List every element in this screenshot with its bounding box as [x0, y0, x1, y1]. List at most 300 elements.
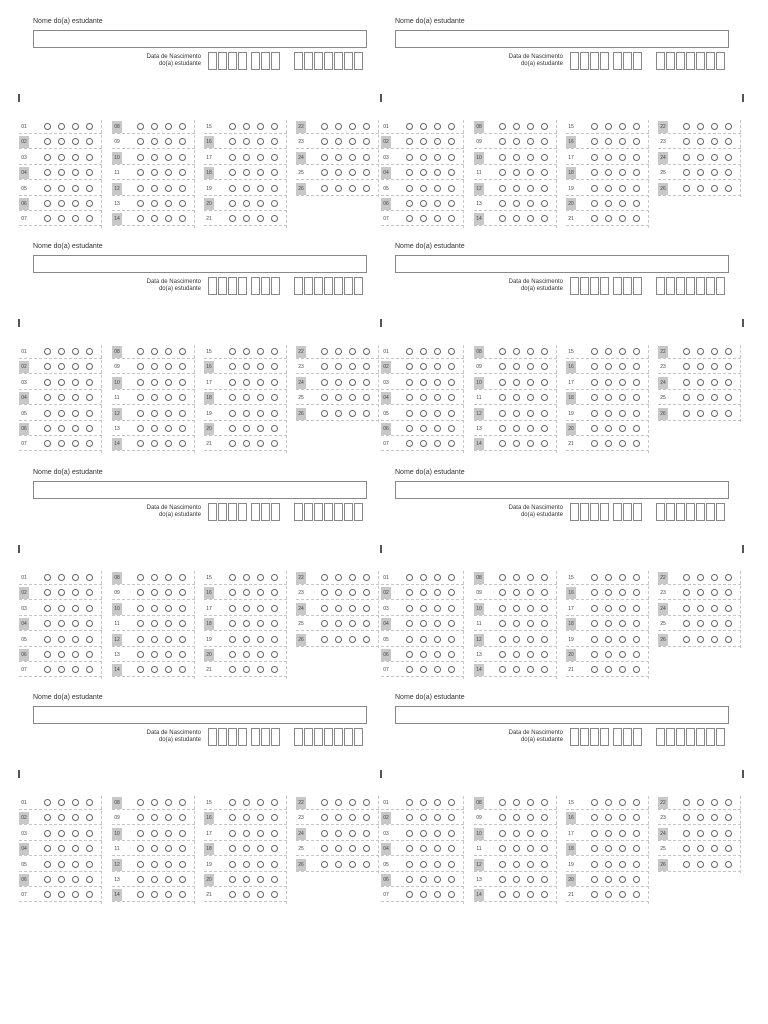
answer-bubble[interactable] — [711, 185, 718, 192]
birth-date-digit-box[interactable] — [676, 52, 685, 70]
answer-bubble[interactable] — [725, 799, 732, 806]
answer-bubble[interactable] — [420, 636, 427, 643]
answer-bubble[interactable] — [619, 440, 626, 447]
answer-bubble[interactable] — [137, 814, 144, 821]
answer-bubble[interactable] — [363, 363, 370, 370]
answer-bubble[interactable] — [633, 589, 640, 596]
answer-bubble[interactable] — [448, 394, 455, 401]
answer-bubble[interactable] — [179, 891, 186, 898]
answer-bubble[interactable] — [605, 440, 612, 447]
answer-bubble[interactable] — [72, 876, 79, 883]
answer-bubble[interactable] — [179, 123, 186, 130]
answer-bubble[interactable] — [243, 394, 250, 401]
birth-date-digit-box[interactable] — [218, 728, 227, 746]
answer-bubble[interactable] — [321, 605, 328, 612]
answer-bubble[interactable] — [257, 861, 264, 868]
answer-bubble[interactable] — [271, 425, 278, 432]
birth-date-digit-box[interactable] — [613, 503, 622, 521]
answer-bubble[interactable] — [527, 636, 534, 643]
answer-bubble[interactable] — [527, 169, 534, 176]
answer-bubble[interactable] — [434, 123, 441, 130]
answer-bubble[interactable] — [137, 440, 144, 447]
answer-bubble[interactable] — [349, 154, 356, 161]
answer-bubble[interactable] — [633, 620, 640, 627]
answer-bubble[interactable] — [683, 363, 690, 370]
answer-bubble[interactable] — [165, 363, 172, 370]
answer-bubble[interactable] — [434, 394, 441, 401]
answer-bubble[interactable] — [321, 363, 328, 370]
answer-bubble[interactable] — [683, 185, 690, 192]
answer-bubble[interactable] — [179, 154, 186, 161]
answer-bubble[interactable] — [541, 861, 548, 868]
answer-bubble[interactable] — [605, 394, 612, 401]
answer-bubble[interactable] — [229, 651, 236, 658]
answer-bubble[interactable] — [44, 379, 51, 386]
answer-bubble[interactable] — [406, 666, 413, 673]
answer-bubble[interactable] — [420, 348, 427, 355]
answer-bubble[interactable] — [179, 169, 186, 176]
answer-bubble[interactable] — [179, 425, 186, 432]
answer-bubble[interactable] — [619, 620, 626, 627]
answer-bubble[interactable] — [499, 394, 506, 401]
answer-bubble[interactable] — [406, 891, 413, 898]
answer-bubble[interactable] — [363, 185, 370, 192]
answer-bubble[interactable] — [72, 799, 79, 806]
answer-bubble[interactable] — [697, 394, 704, 401]
answer-bubble[interactable] — [229, 348, 236, 355]
answer-bubble[interactable] — [137, 620, 144, 627]
birth-date-digit-box[interactable] — [344, 728, 353, 746]
answer-bubble[interactable] — [257, 605, 264, 612]
answer-bubble[interactable] — [58, 605, 65, 612]
answer-bubble[interactable] — [591, 814, 598, 821]
answer-bubble[interactable] — [420, 799, 427, 806]
answer-bubble[interactable] — [271, 379, 278, 386]
answer-bubble[interactable] — [605, 845, 612, 852]
answer-bubble[interactable] — [271, 348, 278, 355]
answer-bubble[interactable] — [58, 814, 65, 821]
birth-date-digit-box[interactable] — [271, 728, 280, 746]
answer-bubble[interactable] — [243, 200, 250, 207]
answer-bubble[interactable] — [151, 138, 158, 145]
answer-bubble[interactable] — [151, 379, 158, 386]
answer-bubble[interactable] — [499, 169, 506, 176]
birth-date-digit-box[interactable] — [324, 503, 333, 521]
birth-date-digit-box[interactable] — [271, 52, 280, 70]
birth-date-digit-box[interactable] — [304, 52, 313, 70]
answer-bubble[interactable] — [527, 154, 534, 161]
answer-bubble[interactable] — [420, 830, 427, 837]
answer-bubble[interactable] — [448, 666, 455, 673]
answer-bubble[interactable] — [406, 379, 413, 386]
answer-bubble[interactable] — [434, 605, 441, 612]
birth-date-digit-box[interactable] — [314, 728, 323, 746]
answer-bubble[interactable] — [137, 169, 144, 176]
birth-date-digit-box[interactable] — [716, 52, 725, 70]
answer-bubble[interactable] — [165, 814, 172, 821]
answer-bubble[interactable] — [420, 123, 427, 130]
answer-bubble[interactable] — [683, 379, 690, 386]
answer-bubble[interactable] — [633, 363, 640, 370]
answer-bubble[interactable] — [591, 861, 598, 868]
answer-bubble[interactable] — [72, 363, 79, 370]
answer-bubble[interactable] — [257, 348, 264, 355]
answer-bubble[interactable] — [448, 379, 455, 386]
answer-bubble[interactable] — [271, 574, 278, 581]
answer-bubble[interactable] — [527, 830, 534, 837]
answer-bubble[interactable] — [541, 620, 548, 627]
answer-bubble[interactable] — [697, 605, 704, 612]
answer-bubble[interactable] — [591, 169, 598, 176]
answer-bubble[interactable] — [44, 605, 51, 612]
answer-bubble[interactable] — [335, 620, 342, 627]
answer-bubble[interactable] — [633, 876, 640, 883]
answer-bubble[interactable] — [321, 348, 328, 355]
answer-bubble[interactable] — [605, 138, 612, 145]
answer-bubble[interactable] — [513, 425, 520, 432]
answer-bubble[interactable] — [243, 440, 250, 447]
answer-bubble[interactable] — [605, 666, 612, 673]
birth-date-digit-box[interactable] — [354, 503, 363, 521]
answer-bubble[interactable] — [179, 830, 186, 837]
answer-bubble[interactable] — [86, 589, 93, 596]
answer-bubble[interactable] — [448, 363, 455, 370]
birth-date-digit-box[interactable] — [570, 728, 579, 746]
answer-bubble[interactable] — [151, 589, 158, 596]
answer-bubble[interactable] — [151, 876, 158, 883]
answer-bubble[interactable] — [229, 394, 236, 401]
answer-bubble[interactable] — [725, 589, 732, 596]
answer-bubble[interactable] — [243, 185, 250, 192]
answer-bubble[interactable] — [86, 799, 93, 806]
answer-bubble[interactable] — [513, 348, 520, 355]
answer-bubble[interactable] — [363, 589, 370, 596]
answer-bubble[interactable] — [229, 876, 236, 883]
answer-bubble[interactable] — [605, 425, 612, 432]
answer-bubble[interactable] — [420, 379, 427, 386]
answer-bubble[interactable] — [541, 605, 548, 612]
answer-bubble[interactable] — [86, 379, 93, 386]
answer-bubble[interactable] — [527, 123, 534, 130]
answer-bubble[interactable] — [619, 138, 626, 145]
answer-bubble[interactable] — [541, 123, 548, 130]
answer-bubble[interactable] — [711, 138, 718, 145]
answer-bubble[interactable] — [527, 845, 534, 852]
answer-bubble[interactable] — [619, 799, 626, 806]
answer-bubble[interactable] — [363, 379, 370, 386]
answer-bubble[interactable] — [151, 814, 158, 821]
birth-date-digit-box[interactable] — [228, 277, 237, 295]
answer-bubble[interactable] — [243, 425, 250, 432]
answer-bubble[interactable] — [363, 636, 370, 643]
birth-date-digit-box[interactable] — [590, 277, 599, 295]
answer-bubble[interactable] — [448, 605, 455, 612]
birth-date-digit-box[interactable] — [656, 52, 665, 70]
answer-bubble[interactable] — [527, 138, 534, 145]
birth-date-digit-box[interactable] — [633, 52, 642, 70]
answer-bubble[interactable] — [406, 185, 413, 192]
answer-bubble[interactable] — [420, 169, 427, 176]
answer-bubble[interactable] — [349, 185, 356, 192]
answer-bubble[interactable] — [58, 185, 65, 192]
answer-bubble[interactable] — [499, 799, 506, 806]
answer-bubble[interactable] — [165, 154, 172, 161]
answer-bubble[interactable] — [349, 861, 356, 868]
answer-bubble[interactable] — [335, 830, 342, 837]
answer-bubble[interactable] — [448, 651, 455, 658]
answer-bubble[interactable] — [335, 410, 342, 417]
answer-bubble[interactable] — [448, 138, 455, 145]
answer-bubble[interactable] — [86, 876, 93, 883]
answer-bubble[interactable] — [165, 666, 172, 673]
answer-bubble[interactable] — [72, 440, 79, 447]
answer-bubble[interactable] — [271, 440, 278, 447]
answer-bubble[interactable] — [44, 185, 51, 192]
answer-bubble[interactable] — [86, 215, 93, 222]
answer-bubble[interactable] — [711, 636, 718, 643]
answer-bubble[interactable] — [420, 666, 427, 673]
answer-bubble[interactable] — [591, 891, 598, 898]
answer-bubble[interactable] — [137, 379, 144, 386]
student-name-field[interactable] — [395, 706, 729, 724]
answer-bubble[interactable] — [349, 605, 356, 612]
answer-bubble[interactable] — [434, 830, 441, 837]
answer-bubble[interactable] — [513, 589, 520, 596]
answer-bubble[interactable] — [633, 185, 640, 192]
birth-date-digit-box[interactable] — [228, 728, 237, 746]
answer-bubble[interactable] — [633, 440, 640, 447]
birth-date-digit-box[interactable] — [344, 277, 353, 295]
answer-bubble[interactable] — [591, 636, 598, 643]
answer-bubble[interactable] — [591, 666, 598, 673]
answer-bubble[interactable] — [406, 215, 413, 222]
answer-bubble[interactable] — [633, 410, 640, 417]
answer-bubble[interactable] — [619, 666, 626, 673]
answer-bubble[interactable] — [243, 574, 250, 581]
answer-bubble[interactable] — [513, 666, 520, 673]
answer-bubble[interactable] — [591, 348, 598, 355]
answer-bubble[interactable] — [335, 845, 342, 852]
answer-bubble[interactable] — [591, 363, 598, 370]
answer-bubble[interactable] — [420, 814, 427, 821]
answer-bubble[interactable] — [434, 185, 441, 192]
birth-date-digit-box[interactable] — [304, 728, 313, 746]
answer-bubble[interactable] — [58, 200, 65, 207]
answer-bubble[interactable] — [711, 574, 718, 581]
answer-bubble[interactable] — [527, 215, 534, 222]
answer-bubble[interactable] — [619, 876, 626, 883]
birth-date-digit-box[interactable] — [696, 728, 705, 746]
answer-bubble[interactable] — [434, 154, 441, 161]
answer-bubble[interactable] — [527, 814, 534, 821]
answer-bubble[interactable] — [58, 636, 65, 643]
birth-date-digit-box[interactable] — [696, 52, 705, 70]
birth-date-digit-box[interactable] — [251, 277, 260, 295]
answer-bubble[interactable] — [513, 123, 520, 130]
answer-bubble[interactable] — [513, 891, 520, 898]
answer-bubble[interactable] — [72, 394, 79, 401]
answer-bubble[interactable] — [72, 410, 79, 417]
answer-bubble[interactable] — [321, 410, 328, 417]
answer-bubble[interactable] — [86, 348, 93, 355]
answer-bubble[interactable] — [349, 363, 356, 370]
answer-bubble[interactable] — [448, 636, 455, 643]
answer-bubble[interactable] — [527, 876, 534, 883]
birth-date-digit-box[interactable] — [271, 277, 280, 295]
answer-bubble[interactable] — [151, 215, 158, 222]
answer-bubble[interactable] — [349, 410, 356, 417]
answer-bubble[interactable] — [151, 123, 158, 130]
answer-bubble[interactable] — [448, 589, 455, 596]
answer-bubble[interactable] — [711, 394, 718, 401]
answer-bubble[interactable] — [363, 861, 370, 868]
answer-bubble[interactable] — [72, 861, 79, 868]
birth-date-digit-box[interactable] — [294, 277, 303, 295]
answer-bubble[interactable] — [697, 861, 704, 868]
birth-date-digit-box[interactable] — [633, 503, 642, 521]
answer-bubble[interactable] — [271, 830, 278, 837]
answer-bubble[interactable] — [271, 185, 278, 192]
answer-bubble[interactable] — [44, 425, 51, 432]
birth-date-digit-box[interactable] — [716, 277, 725, 295]
answer-bubble[interactable] — [697, 410, 704, 417]
answer-bubble[interactable] — [499, 138, 506, 145]
birth-date-digit-box[interactable] — [344, 503, 353, 521]
answer-bubble[interactable] — [605, 891, 612, 898]
answer-bubble[interactable] — [499, 379, 506, 386]
answer-bubble[interactable] — [406, 169, 413, 176]
birth-date-digit-box[interactable] — [580, 503, 589, 521]
answer-bubble[interactable] — [619, 379, 626, 386]
answer-bubble[interactable] — [591, 440, 598, 447]
answer-bubble[interactable] — [683, 814, 690, 821]
answer-bubble[interactable] — [406, 138, 413, 145]
answer-bubble[interactable] — [72, 605, 79, 612]
answer-bubble[interactable] — [72, 379, 79, 386]
answer-bubble[interactable] — [725, 169, 732, 176]
answer-bubble[interactable] — [633, 169, 640, 176]
answer-bubble[interactable] — [697, 845, 704, 852]
answer-bubble[interactable] — [541, 200, 548, 207]
answer-bubble[interactable] — [513, 410, 520, 417]
answer-bubble[interactable] — [448, 861, 455, 868]
answer-bubble[interactable] — [257, 814, 264, 821]
answer-bubble[interactable] — [697, 138, 704, 145]
answer-bubble[interactable] — [683, 348, 690, 355]
answer-bubble[interactable] — [86, 620, 93, 627]
answer-bubble[interactable] — [335, 605, 342, 612]
answer-bubble[interactable] — [44, 215, 51, 222]
birth-date-digit-box[interactable] — [238, 52, 247, 70]
answer-bubble[interactable] — [44, 876, 51, 883]
answer-bubble[interactable] — [619, 410, 626, 417]
answer-bubble[interactable] — [513, 215, 520, 222]
answer-bubble[interactable] — [243, 799, 250, 806]
answer-bubble[interactable] — [605, 620, 612, 627]
answer-bubble[interactable] — [541, 651, 548, 658]
answer-bubble[interactable] — [229, 574, 236, 581]
answer-bubble[interactable] — [633, 138, 640, 145]
answer-bubble[interactable] — [448, 410, 455, 417]
answer-bubble[interactable] — [257, 636, 264, 643]
answer-bubble[interactable] — [257, 138, 264, 145]
answer-bubble[interactable] — [335, 169, 342, 176]
answer-bubble[interactable] — [420, 891, 427, 898]
answer-bubble[interactable] — [499, 185, 506, 192]
answer-bubble[interactable] — [243, 410, 250, 417]
birth-date-digit-box[interactable] — [600, 52, 609, 70]
answer-bubble[interactable] — [619, 814, 626, 821]
answer-bubble[interactable] — [527, 620, 534, 627]
answer-bubble[interactable] — [527, 379, 534, 386]
answer-bubble[interactable] — [137, 636, 144, 643]
answer-bubble[interactable] — [406, 410, 413, 417]
answer-bubble[interactable] — [725, 605, 732, 612]
birth-date-digit-box[interactable] — [238, 728, 247, 746]
answer-bubble[interactable] — [619, 425, 626, 432]
answer-bubble[interactable] — [406, 861, 413, 868]
birth-date-digit-box[interactable] — [686, 503, 695, 521]
answer-bubble[interactable] — [591, 394, 598, 401]
answer-bubble[interactable] — [499, 348, 506, 355]
answer-bubble[interactable] — [605, 363, 612, 370]
student-name-field[interactable] — [33, 706, 367, 724]
birth-date-digit-box[interactable] — [251, 52, 260, 70]
answer-bubble[interactable] — [44, 814, 51, 821]
answer-bubble[interactable] — [633, 200, 640, 207]
answer-bubble[interactable] — [434, 379, 441, 386]
answer-bubble[interactable] — [711, 589, 718, 596]
answer-bubble[interactable] — [165, 876, 172, 883]
birth-date-digit-box[interactable] — [238, 503, 247, 521]
answer-bubble[interactable] — [165, 123, 172, 130]
answer-bubble[interactable] — [406, 440, 413, 447]
answer-bubble[interactable] — [619, 169, 626, 176]
birth-date-digit-box[interactable] — [228, 503, 237, 521]
answer-bubble[interactable] — [349, 169, 356, 176]
answer-bubble[interactable] — [179, 138, 186, 145]
answer-bubble[interactable] — [527, 410, 534, 417]
answer-bubble[interactable] — [86, 636, 93, 643]
answer-bubble[interactable] — [605, 876, 612, 883]
answer-bubble[interactable] — [271, 876, 278, 883]
answer-bubble[interactable] — [711, 348, 718, 355]
answer-bubble[interactable] — [619, 636, 626, 643]
answer-bubble[interactable] — [420, 845, 427, 852]
birth-date-digit-box[interactable] — [706, 52, 715, 70]
answer-bubble[interactable] — [697, 814, 704, 821]
answer-bubble[interactable] — [697, 154, 704, 161]
birth-date-digit-box[interactable] — [570, 277, 579, 295]
answer-bubble[interactable] — [179, 799, 186, 806]
birth-date-digit-box[interactable] — [600, 503, 609, 521]
answer-bubble[interactable] — [448, 814, 455, 821]
birth-date-digit-box[interactable] — [613, 277, 622, 295]
answer-bubble[interactable] — [137, 589, 144, 596]
answer-bubble[interactable] — [271, 636, 278, 643]
answer-bubble[interactable] — [44, 636, 51, 643]
birth-date-digit-box[interactable] — [623, 52, 632, 70]
answer-bubble[interactable] — [499, 891, 506, 898]
answer-bubble[interactable] — [165, 830, 172, 837]
answer-bubble[interactable] — [58, 574, 65, 581]
answer-bubble[interactable] — [321, 620, 328, 627]
answer-bubble[interactable] — [711, 861, 718, 868]
answer-bubble[interactable] — [434, 410, 441, 417]
answer-bubble[interactable] — [499, 830, 506, 837]
answer-bubble[interactable] — [683, 169, 690, 176]
answer-bubble[interactable] — [349, 620, 356, 627]
